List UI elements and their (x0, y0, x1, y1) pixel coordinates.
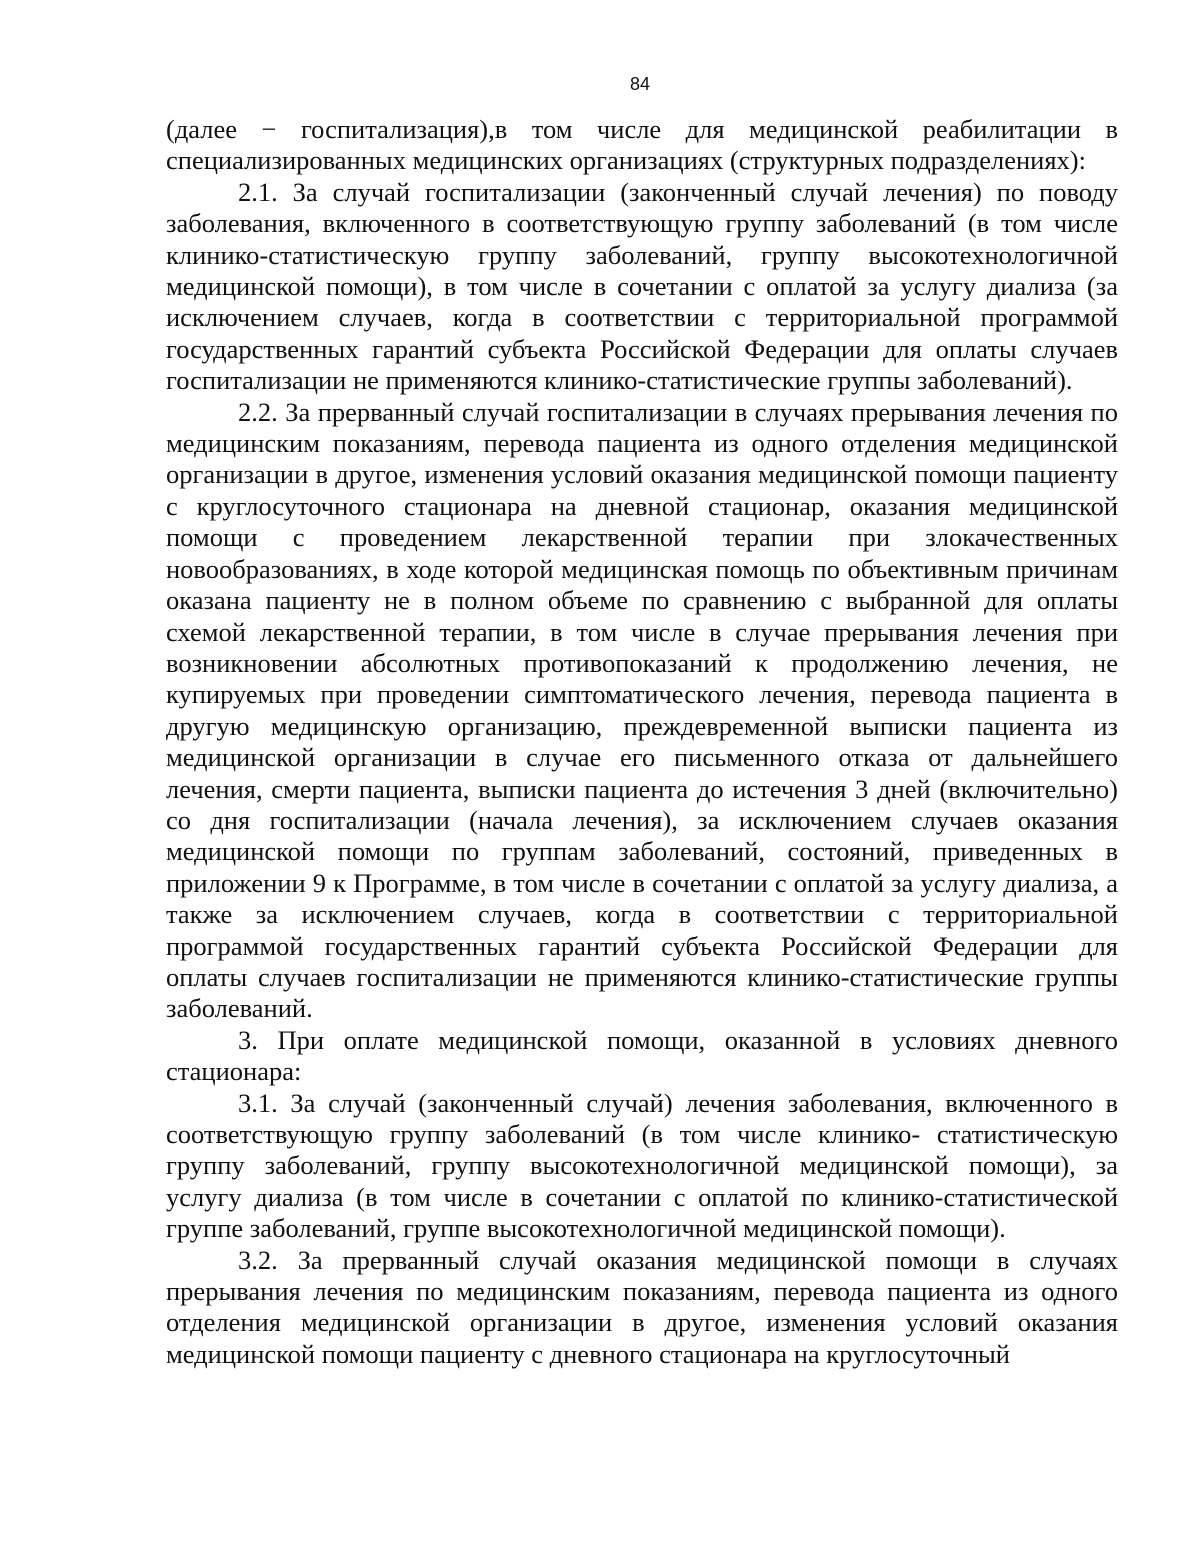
paragraph-continuation: (далее − госпитализация),в том числе для медицинской реабилитации в специализированных медицинских организациях (структурных подразделениях): (166, 114, 1118, 176)
page-number: 84 (629, 74, 651, 94)
paragraph-3: 3. При оплате медицинской помощи, оказанной в условиях дневного стационара: (166, 1024, 1118, 1087)
paragraph-3-1: 3.1. За случай (законченный случай) лечения заболевания, включенного в соответствующую группу заболеваний (в том числе клинико- статистическую группу заболеваний, группу высокотехнологичной медицинской помощи), за услугу диализа (в том числе в сочетании с оплатой по клинико-статистической группе заболеваний, группе высокотехнологичной медицинской помощи). (166, 1087, 1118, 1244)
paragraph-2-2: 2.2. За прерванный случай госпитализации в случаях прерывания лечения по медицинским показаниям, перевода пациента из одного отделения медицинской организации в другое, изменения условий оказания медицинской помощи пациенту с круглосуточного стационара на дневной стационар, оказания медицинской помощи с проведением лекарственной терапии при злокачественных новообразованиях, в ходе которой медицинская помощь по объективным причинам оказана пациенту не в полном объеме по сравнению с выбранной для оплаты схемой лекарственной терапии, в том числе в случае прерывания лечения при возникновении абсолютных противопоказаний к продолжению лечения, не купируемых при проведении симптоматического лечения, перевода пациента в другую медицинскую организацию, преждевременной выписки пациента из медицинской организации в случае его письменного отказа от дальнейшего лечения, смерти пациента, выписки пациента до истечения 3 дней (включительно) со дня госпитализации (начала лечения), за исключением случаев оказания медицинской помощи по группам заболеваний, состояний, приведенных в приложении 9 к Программе, в том числе в сочетании с оплатой за услугу диализа, а также за исключением случаев, когда в соответствии с территориальной программой государственных гарантий субъекта Российской Федерации для оплаты случаев госпитализации не применяются клинико-статистические группы заболеваний. (166, 396, 1118, 1024)
paragraph-2-1: 2.1. За случай госпитализации (законченный случай лечения) по поводу заболевания, включенного в соответствующую группу заболеваний (в том числе клинико-статистическую группу заболеваний, группу высокотехнологичной медицинской помощи), в том числе в сочетании с оплатой за услугу диализа (за исключением случаев, когда в соответствии с территориальной программой государственных гарантий субъекта Российской Федерации для оплаты случаев госпитализации не применяются клинико-статистические группы заболеваний). (166, 176, 1118, 396)
document-body (166, 114, 1118, 1370)
paragraph-3-2: 3.2. За прерванный случай оказания медицинской помощи в случаях прерывания лечения по медицинским показаниям, перевода пациента из одного отделения медицинской организации в другое, изменения условий оказания медицинской помощи пациенту с дневного стационара на круглосуточный (166, 1244, 1118, 1369)
